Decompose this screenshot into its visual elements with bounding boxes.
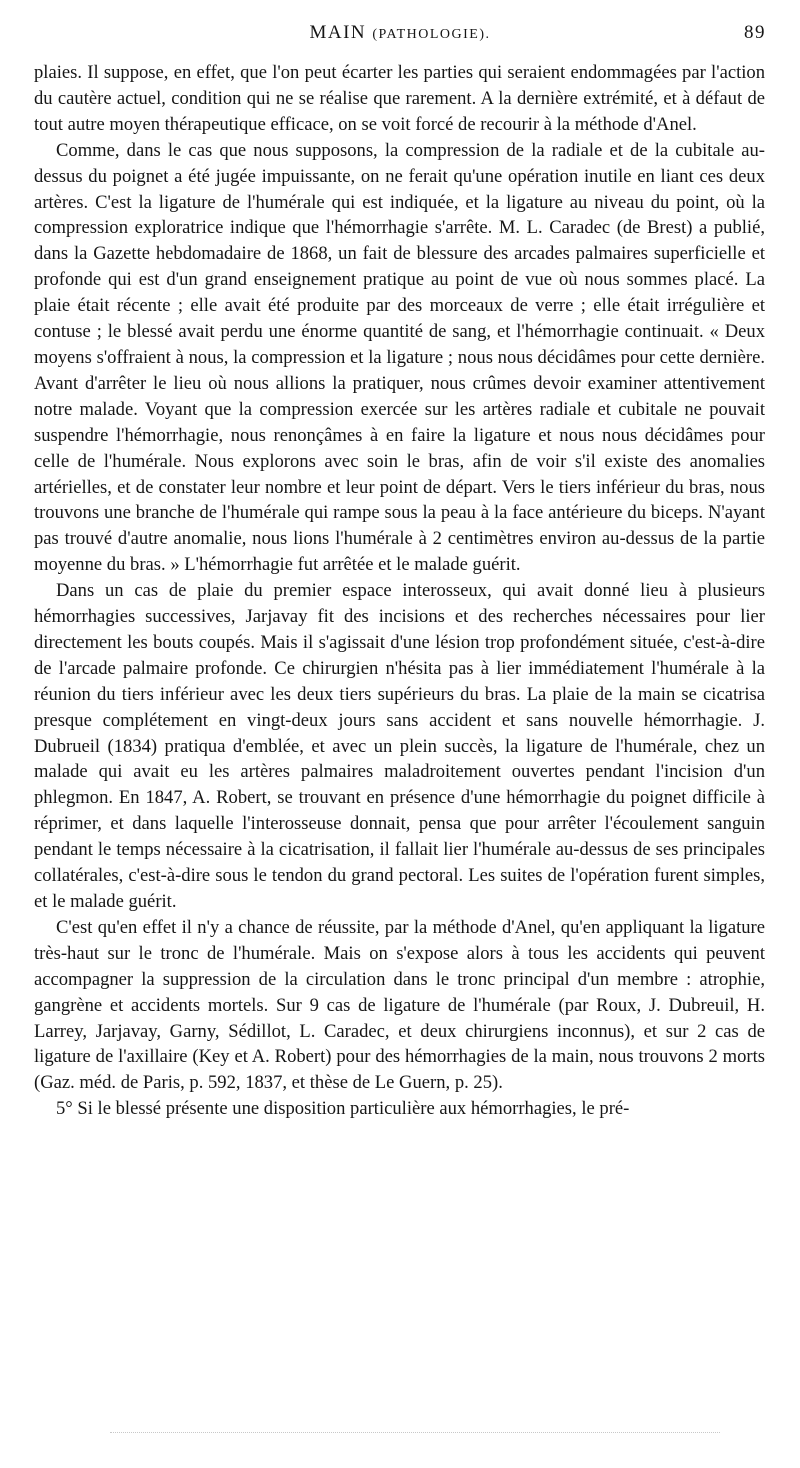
- paragraph: 5° Si le blessé présente une disposition particulière aux hémorrhagies, le pré-: [56, 1098, 630, 1120]
- paragraph: Dans un cas de plaie du premier espace interosseux, qui avait donné lieu à plusieurs hémorrhagies successives, Jarjavay fit des incisions et des recherches nécessaires pour lier directement les bouts coupés. Mais il s'agissait d'une lésion trop profondément située, c'est-à-dire de l'arcade palmaire profonde. Ce chirurgien n'hésita pas à lier immédiatement l'humérale à la réunion du tiers inférieur avec les deux tiers supérieurs du bras. La plaie de la main se cicatrisa presque complétement en vingt-deux jours sans accident et sans nouvelle hémorrhagie. J. Dubrueil (1834) pratiqua d'emblée, et avec un plein succès, la ligature de l'humérale, chez un malade qui avait eu les artères palmaires maladroitement ouvertes pendant l'incision d'un phlegmon. En 1847, A. Robert, se trouvant en présence d'une hémorrhagie du poignet difficile à réprimer, et dans laquelle l'interosseuse donnait, pensa que pour arrêter l'écoulement sanguin pendant le temps nécessaire à la cicatrisation, il fallait lier l'humérale au-dessus de ses principales collatérales, c'est-à-dire sous le tendon du grand pectoral. Les suites de l'opération furent simples, et le malade guérit.: [34, 580, 765, 912]
- bottom-margin-bleed: [110, 1432, 720, 1435]
- paragraph: C'est qu'en effet il n'y a chance de réussite, par la méthode d'Anel, qu'en appliquant la ligature très-haut sur le tronc de l'humérale. Mais on s'expose alors à tous les accidents qui peuvent accompagner la suppression de la circulation dans le tronc principal d'un membre : atrophie, gangrène et accidents mortels. Sur 9 cas de ligature de l'humérale (par Roux, J. Dubreuil, H. Larrey, Jarjavay, Garny, Sédillot, L. Caradec, et deux chirurgiens inconnus), et sur 2 cas de ligature de l'axillaire (Key et A. Robert) pour des hémorrhagies de la main, nous trouvons 2 morts (Gaz. méd. de Paris, p. 592, 1837, et thèse de Le Guern, p. 25).: [34, 916, 765, 1094]
- header-subtitle: (PATHOLOGIE).: [372, 27, 491, 42]
- running-header: [34, 22, 766, 52]
- paragraph: plaies. Il suppose, en effet, que l'on peut écarter les parties qui seraient endommagées par l'action du cautère actuel, condition qui ne se réalise que rarement. A la dernière extrémité, et à défaut de tout autre moyen thérapeutique efficace, on se voit forcé de recourir à la méthode d'Anel.: [34, 62, 765, 135]
- header-title: MAIN: [309, 22, 367, 43]
- paragraph: Comme, dans le cas que nous supposons, la compression de la radiale et de la cubitale au-dessus du poignet a été jugée impuissante, on ne ferait qu'une opération inutile en liant ces deux artères. C'est la ligature de l'humérale qui est indiquée, et la ligature au niveau du point, où la compression exploratrice indique que l'hémorrhagie s'arrête. M. L. Caradec (de Brest) a publié, dans la Gazette hebdomadaire de 1868, un fait de blessure des arcades palmaires superficielle et profonde qui est d'un grand enseignement pratique au point de vue où nous sommes placé. La plaie était récente ; elle avait été produite par des morceaux de verre ; elle était irrégulière et contuse ; le blessé avait perdu une énorme quantité de sang, et l'hémorrhagie continuait. « Deux moyens s'offraient à nous, la compression et la ligature ; nous nous décidâmes pour cette dernière. Avant d'arrêter le lieu où nous allions la pratiquer, nous crûmes devoir examiner attentivement notre malade. Voyant que la compression exercée sur les artères radiale et cubitale ne pouvait suspendre l'hémorrhagie, nous renonçâmes à en faire la ligature et nous nous décidâmes pour celle de l'humérale. Nous explorons avec soin le bras, afin de voir s'il existe des anomalies artérielles, et de constater leur nombre et leur point de départ. Vers le tiers inférieur du bras, nous trouvons une branche de l'humérale qui rampe sous la peau à la face antérieure du biceps. N'ayant pas trouvé d'autre anomalie, nous lions l'humérale à 2 centimètres environ au-dessus de la partie moyenne du bras. » L'hémorrhagie fut arrêtée et le malade guérit.: [34, 139, 765, 576]
- page-number: 89: [744, 22, 766, 43]
- body-text: [34, 60, 765, 1122]
- running-title: [34, 22, 766, 44]
